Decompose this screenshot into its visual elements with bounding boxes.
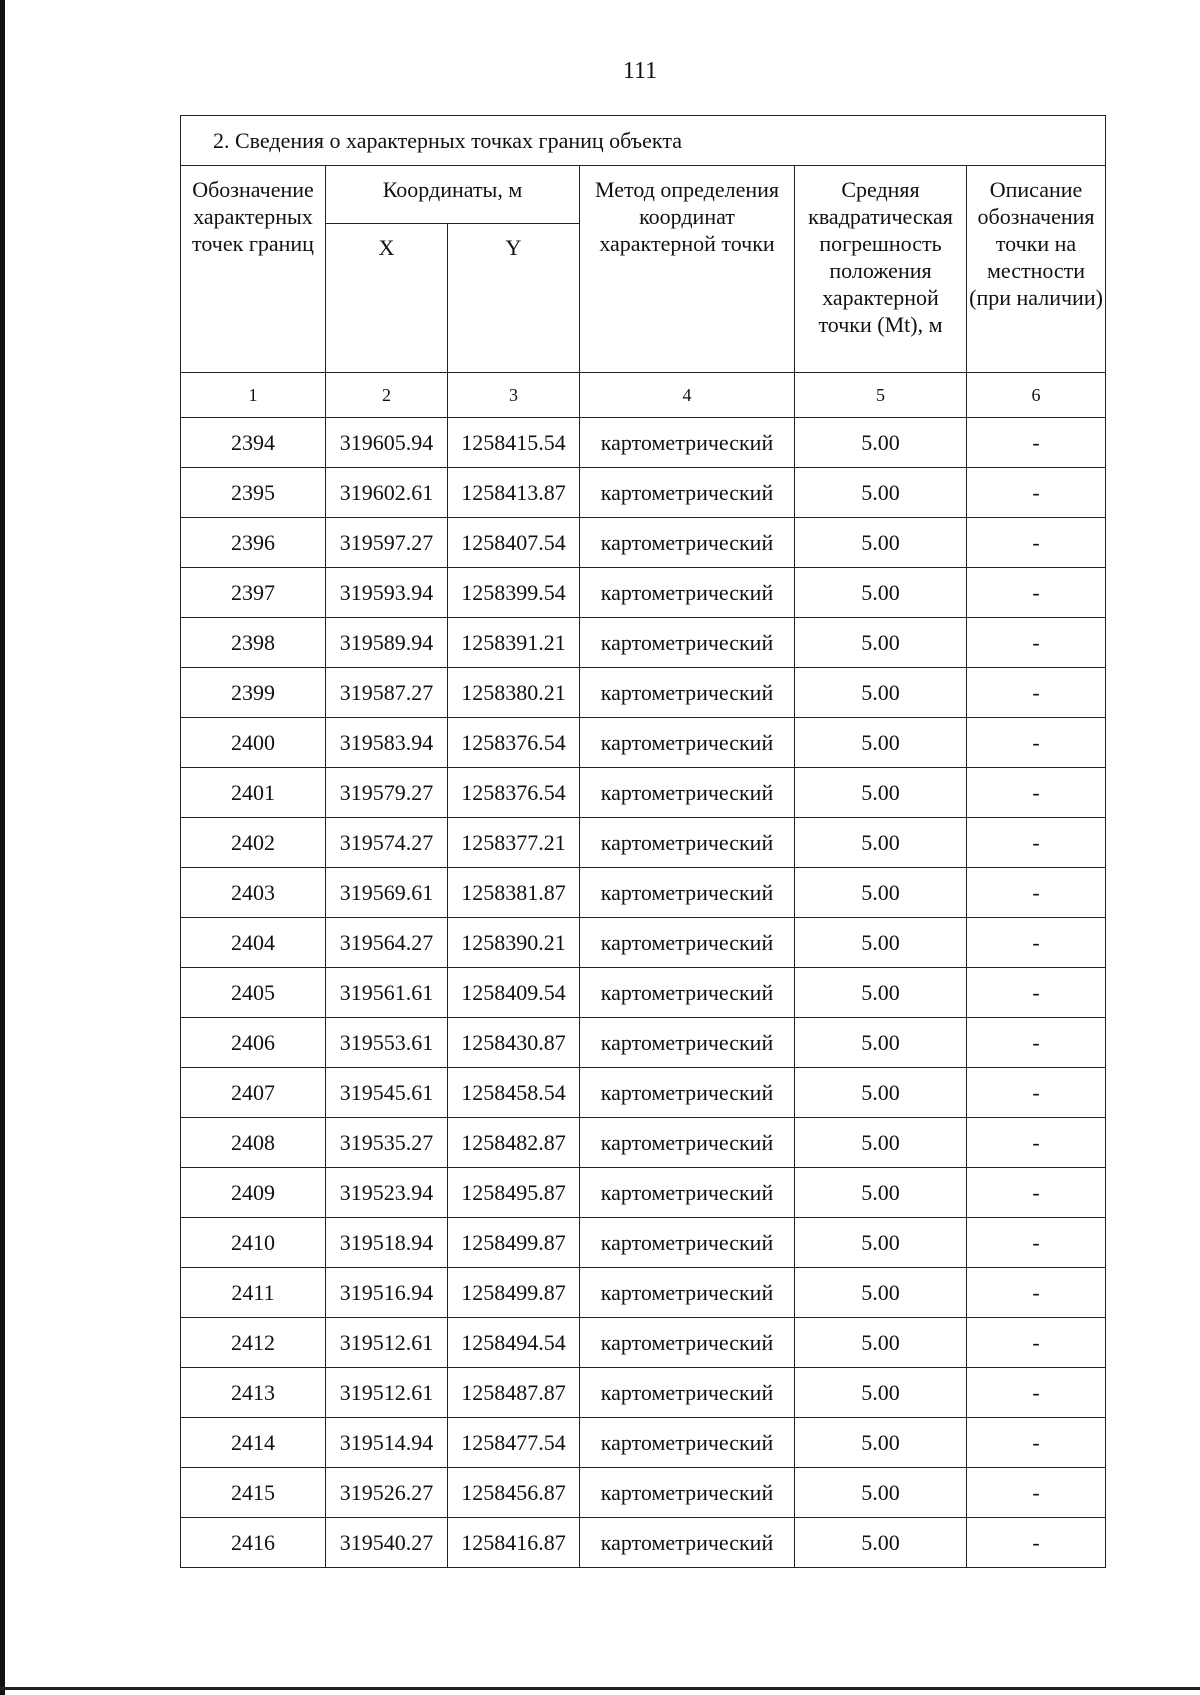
point-id-cell: 2414 [181, 1418, 326, 1468]
description-cell: - [967, 968, 1106, 1018]
method-cell: картометрический [580, 1118, 795, 1168]
point-id-cell: 2407 [181, 1068, 326, 1118]
description-cell: - [967, 1468, 1106, 1518]
accuracy-cell: 5.00 [795, 418, 967, 468]
x-coordinate-cell: 319597.27 [326, 518, 448, 568]
x-coordinate-cell: 319561.61 [326, 968, 448, 1018]
column-number: 1 [181, 373, 326, 418]
table-row [181, 568, 1106, 618]
table-row [181, 818, 1106, 868]
point-id-cell: 2412 [181, 1318, 326, 1368]
point-id-cell: 2398 [181, 618, 326, 668]
page-left-edge [0, 0, 5, 1695]
table-row [181, 1268, 1106, 1318]
x-coordinate-cell: 319553.61 [326, 1018, 448, 1068]
accuracy-cell: 5.00 [795, 1418, 967, 1468]
accuracy-cell: 5.00 [795, 1168, 967, 1218]
point-id-cell: 2416 [181, 1518, 326, 1568]
column-number: 2 [326, 373, 448, 418]
description-cell: - [967, 1018, 1106, 1068]
description-cell: - [967, 1168, 1106, 1218]
x-coordinate-cell: 319512.61 [326, 1318, 448, 1368]
table-row [181, 668, 1106, 718]
table-row [181, 618, 1106, 668]
description-cell: - [967, 1268, 1106, 1318]
y-coordinate-cell: 1258416.87 [448, 1518, 580, 1568]
description-cell: - [967, 568, 1106, 618]
x-coordinate-cell: 319540.27 [326, 1518, 448, 1568]
description-cell: - [967, 1068, 1106, 1118]
point-id-cell: 2400 [181, 718, 326, 768]
y-coordinate-cell: 1258376.54 [448, 768, 580, 818]
y-coordinate-cell: 1258456.87 [448, 1468, 580, 1518]
accuracy-cell: 5.00 [795, 1518, 967, 1568]
point-id-cell: 2415 [181, 1468, 326, 1518]
accuracy-cell: 5.00 [795, 1468, 967, 1518]
accuracy-cell: 5.00 [795, 668, 967, 718]
method-cell: картометрический [580, 1318, 795, 1368]
description-cell: - [967, 418, 1106, 468]
table-row [181, 1518, 1106, 1568]
x-coordinate-cell: 319574.27 [326, 818, 448, 868]
accuracy-cell: 5.00 [795, 468, 967, 518]
x-coordinate-cell: 319587.27 [326, 668, 448, 718]
y-coordinate-cell: 1258499.87 [448, 1268, 580, 1318]
y-coordinate-cell: 1258415.54 [448, 418, 580, 468]
point-id-cell: 2413 [181, 1368, 326, 1418]
y-coordinate-cell: 1258380.21 [448, 668, 580, 718]
point-id-cell: 2409 [181, 1168, 326, 1218]
point-id-cell: 2401 [181, 768, 326, 818]
y-coordinate-cell: 1258409.54 [448, 968, 580, 1018]
accuracy-cell: 5.00 [795, 968, 967, 1018]
method-cell: картометрический [580, 818, 795, 868]
description-cell: - [967, 918, 1106, 968]
table-row [181, 868, 1106, 918]
accuracy-cell: 5.00 [795, 868, 967, 918]
method-cell: картометрический [580, 968, 795, 1018]
description-cell: - [967, 1368, 1106, 1418]
y-coordinate-cell: 1258494.54 [448, 1318, 580, 1368]
accuracy-cell: 5.00 [795, 918, 967, 968]
y-coordinate-cell: 1258391.21 [448, 618, 580, 668]
table-row [181, 1468, 1106, 1518]
x-coordinate-cell: 319593.94 [326, 568, 448, 618]
table-row [181, 1018, 1106, 1068]
method-cell: картометрический [580, 1268, 795, 1318]
table-row [181, 718, 1106, 768]
table-row [181, 1418, 1106, 1468]
accuracy-cell: 5.00 [795, 1118, 967, 1168]
method-cell: картометрический [580, 1168, 795, 1218]
x-coordinate-cell: 319605.94 [326, 418, 448, 468]
x-coordinate-cell: 319589.94 [326, 618, 448, 668]
y-coordinate-cell: 1258381.87 [448, 868, 580, 918]
boundary-points-table [180, 115, 1106, 1568]
method-cell: картометрический [580, 1218, 795, 1268]
accuracy-cell: 5.00 [795, 1268, 967, 1318]
description-cell: - [967, 768, 1106, 818]
method-cell: картометрический [580, 1518, 795, 1568]
accuracy-cell: 5.00 [795, 1218, 967, 1268]
description-cell: - [967, 618, 1106, 668]
method-cell: картометрический [580, 518, 795, 568]
x-coordinate-cell: 319545.61 [326, 1068, 448, 1118]
page-bottom-edge [0, 1687, 1200, 1690]
accuracy-cell: 5.00 [795, 618, 967, 668]
description-cell: - [967, 718, 1106, 768]
y-coordinate-cell: 1258376.54 [448, 718, 580, 768]
accuracy-cell: 5.00 [795, 718, 967, 768]
x-coordinate-cell: 319579.27 [326, 768, 448, 818]
column-number: 4 [580, 373, 795, 418]
column-number: 5 [795, 373, 967, 418]
table-row [181, 518, 1106, 568]
column-number: 3 [448, 373, 580, 418]
method-cell: картометрический [580, 718, 795, 768]
method-cell: картометрический [580, 918, 795, 968]
y-coordinate-cell: 1258377.21 [448, 818, 580, 868]
point-id-cell: 2411 [181, 1268, 326, 1318]
point-id-cell: 2399 [181, 668, 326, 718]
header-accuracy: Средняя квадратическая погрешность положения характерной точки (Mt), м [795, 166, 967, 373]
x-coordinate-cell: 319564.27 [326, 918, 448, 968]
x-coordinate-cell: 319535.27 [326, 1118, 448, 1168]
x-coordinate-cell: 319514.94 [326, 1418, 448, 1468]
accuracy-cell: 5.00 [795, 518, 967, 568]
y-coordinate-cell: 1258495.87 [448, 1168, 580, 1218]
method-cell: картометрический [580, 768, 795, 818]
y-coordinate-cell: 1258430.87 [448, 1018, 580, 1068]
accuracy-cell: 5.00 [795, 1018, 967, 1068]
y-coordinate-cell: 1258407.54 [448, 518, 580, 568]
x-coordinate-cell: 319523.94 [326, 1168, 448, 1218]
point-id-cell: 2405 [181, 968, 326, 1018]
description-cell: - [967, 868, 1106, 918]
accuracy-cell: 5.00 [795, 768, 967, 818]
y-coordinate-cell: 1258487.87 [448, 1368, 580, 1418]
y-coordinate-cell: 1258458.54 [448, 1068, 580, 1118]
header-y: Y [448, 224, 580, 373]
description-cell: - [967, 668, 1106, 718]
y-coordinate-cell: 1258477.54 [448, 1418, 580, 1468]
column-number: 6 [967, 373, 1106, 418]
point-id-cell: 2397 [181, 568, 326, 618]
description-cell: - [967, 1318, 1106, 1368]
header-method: Метод определения координат характерной точки [580, 166, 795, 373]
table-row [181, 1218, 1106, 1268]
table-row [181, 968, 1106, 1018]
y-coordinate-cell: 1258390.21 [448, 918, 580, 968]
point-id-cell: 2395 [181, 468, 326, 518]
table-caption: 2. Сведения о характерных точках границ объекта [181, 116, 1106, 166]
y-coordinate-cell: 1258413.87 [448, 468, 580, 518]
x-coordinate-cell: 319526.27 [326, 1468, 448, 1518]
accuracy-cell: 5.00 [795, 1318, 967, 1368]
x-coordinate-cell: 319512.61 [326, 1368, 448, 1418]
column-number-row [181, 373, 1106, 418]
table-row [181, 1068, 1106, 1118]
table-row [181, 1118, 1106, 1168]
table-caption-row [181, 116, 1106, 166]
method-cell: картометрический [580, 1368, 795, 1418]
header-designation: Обозначение характерных точек границ [181, 166, 326, 373]
method-cell: картометрический [580, 418, 795, 468]
header-coordinates: Координаты, м [326, 166, 580, 224]
point-id-cell: 2402 [181, 818, 326, 868]
point-id-cell: 2396 [181, 518, 326, 568]
header-row-top [181, 166, 1106, 224]
table-row [181, 1168, 1106, 1218]
description-cell: - [967, 1418, 1106, 1468]
y-coordinate-cell: 1258499.87 [448, 1218, 580, 1268]
method-cell: картометрический [580, 1018, 795, 1068]
method-cell: картометрический [580, 568, 795, 618]
description-cell: - [967, 518, 1106, 568]
x-coordinate-cell: 319602.61 [326, 468, 448, 518]
accuracy-cell: 5.00 [795, 1368, 967, 1418]
point-id-cell: 2408 [181, 1118, 326, 1168]
y-coordinate-cell: 1258399.54 [448, 568, 580, 618]
method-cell: картометрический [580, 618, 795, 668]
table-row [181, 1368, 1106, 1418]
description-cell: - [967, 1218, 1106, 1268]
x-coordinate-cell: 319569.61 [326, 868, 448, 918]
method-cell: картометрический [580, 1418, 795, 1468]
table-row [181, 918, 1106, 968]
accuracy-cell: 5.00 [795, 568, 967, 618]
table-row [181, 468, 1106, 518]
point-id-cell: 2394 [181, 418, 326, 468]
point-id-cell: 2410 [181, 1218, 326, 1268]
table-row [181, 418, 1106, 468]
x-coordinate-cell: 319516.94 [326, 1268, 448, 1318]
x-coordinate-cell: 319583.94 [326, 718, 448, 768]
method-cell: картометрический [580, 468, 795, 518]
accuracy-cell: 5.00 [795, 1068, 967, 1118]
page-number: 111 [622, 58, 658, 84]
header-description: Описание обозначения точки на местности (при наличии) [967, 166, 1106, 373]
description-cell: - [967, 1118, 1106, 1168]
method-cell: картометрический [580, 1468, 795, 1518]
description-cell: - [967, 1518, 1106, 1568]
x-coordinate-cell: 319518.94 [326, 1218, 448, 1268]
method-cell: картометрический [580, 1068, 795, 1118]
accuracy-cell: 5.00 [795, 818, 967, 868]
point-id-cell: 2403 [181, 868, 326, 918]
method-cell: картометрический [580, 868, 795, 918]
table-row [181, 768, 1106, 818]
description-cell: - [967, 818, 1106, 868]
description-cell: - [967, 468, 1106, 518]
point-id-cell: 2406 [181, 1018, 326, 1068]
point-id-cell: 2404 [181, 918, 326, 968]
table-row [181, 1318, 1106, 1368]
y-coordinate-cell: 1258482.87 [448, 1118, 580, 1168]
header-x: X [326, 224, 448, 373]
method-cell: картометрический [580, 668, 795, 718]
